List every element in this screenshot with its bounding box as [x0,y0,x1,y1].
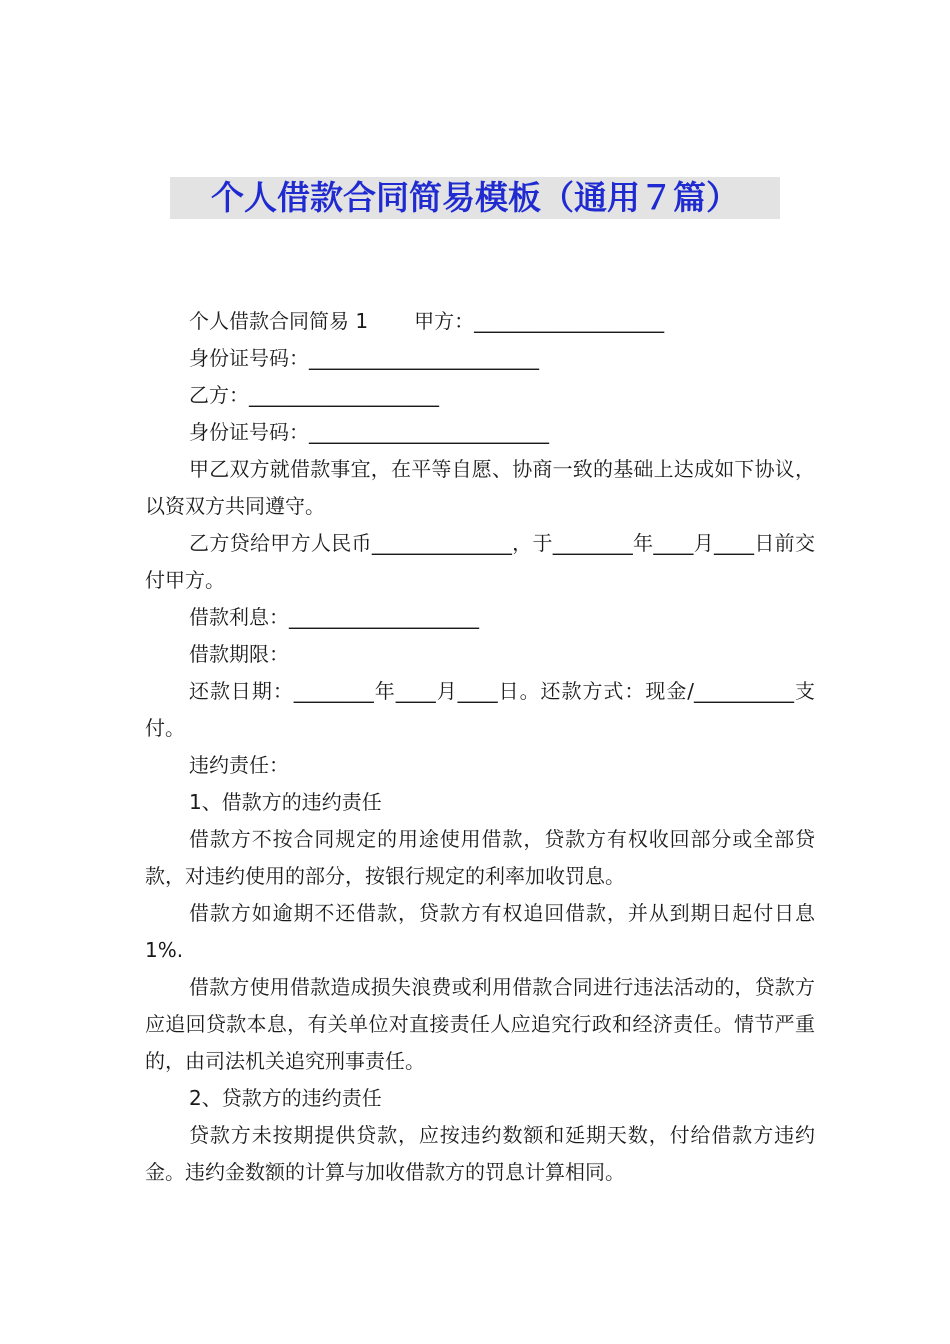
party-a-id-field: 身份证号码：_______________________ [189,346,539,370]
document-body [145,303,815,1191]
borrower-liability-paragraph-1: 借款方不按合同规定的用途使用借款，贷款方有权收回部分或全部贷款，对违约使用的部分，按银行规定的利率加收罚息。 [145,827,815,888]
borrower-liability-paragraph-2: 借款方如逾期不还借款，贷款方有权追回借款，并从到期日起付日息 1%. [145,901,815,962]
loan-interest-field: 借款利息：___________________ [189,605,479,629]
liability-heading: 违约责任： [189,753,289,777]
lender-liability-paragraph: 贷款方未按期提供贷款，应按违约数额和延期天数，付给借款方违约金。违约金数额的计算与加收借款方的罚息计算相同。 [145,1123,815,1184]
loan-amount-paragraph: 乙方贷给甲方人民币______________，于________年____月____日前交付甲方。 [145,531,815,592]
agreement-paragraph: 甲乙双方就借款事宜，在平等自愿、协商一致的基础上达成如下协议，以资双方共同遵守。 [145,457,815,518]
borrower-liability-paragraph-3: 借款方使用借款造成损失浪费或利用借款合同进行违法活动的，贷款方应追回贷款本息，有关单位对直接责任人应追究行政和经济责任。情节严重的，由司法机关追究刑事责任。 [145,975,815,1073]
contract-heading-line [145,303,815,340]
document-title: 个人借款合同简易模板（通用７篇） [211,178,739,217]
loan-term-field: 借款期限： [189,642,289,666]
repayment-paragraph: 还款日期：________年____月____日。还款方式：现金/__________支付。 [145,679,815,740]
party-b-id-field: 身份证号码：________________________ [189,420,549,444]
borrower-liability-heading: 1、借款方的违约责任 [189,790,382,814]
party-b-field: 乙方：___________________ [189,383,439,407]
contract-number: 个人借款合同简易 1 [189,309,369,333]
party-a-field: 甲方：___________________ [414,309,665,333]
title-highlight [170,177,780,219]
lender-liability-heading: 2、贷款方的违约责任 [189,1086,382,1110]
